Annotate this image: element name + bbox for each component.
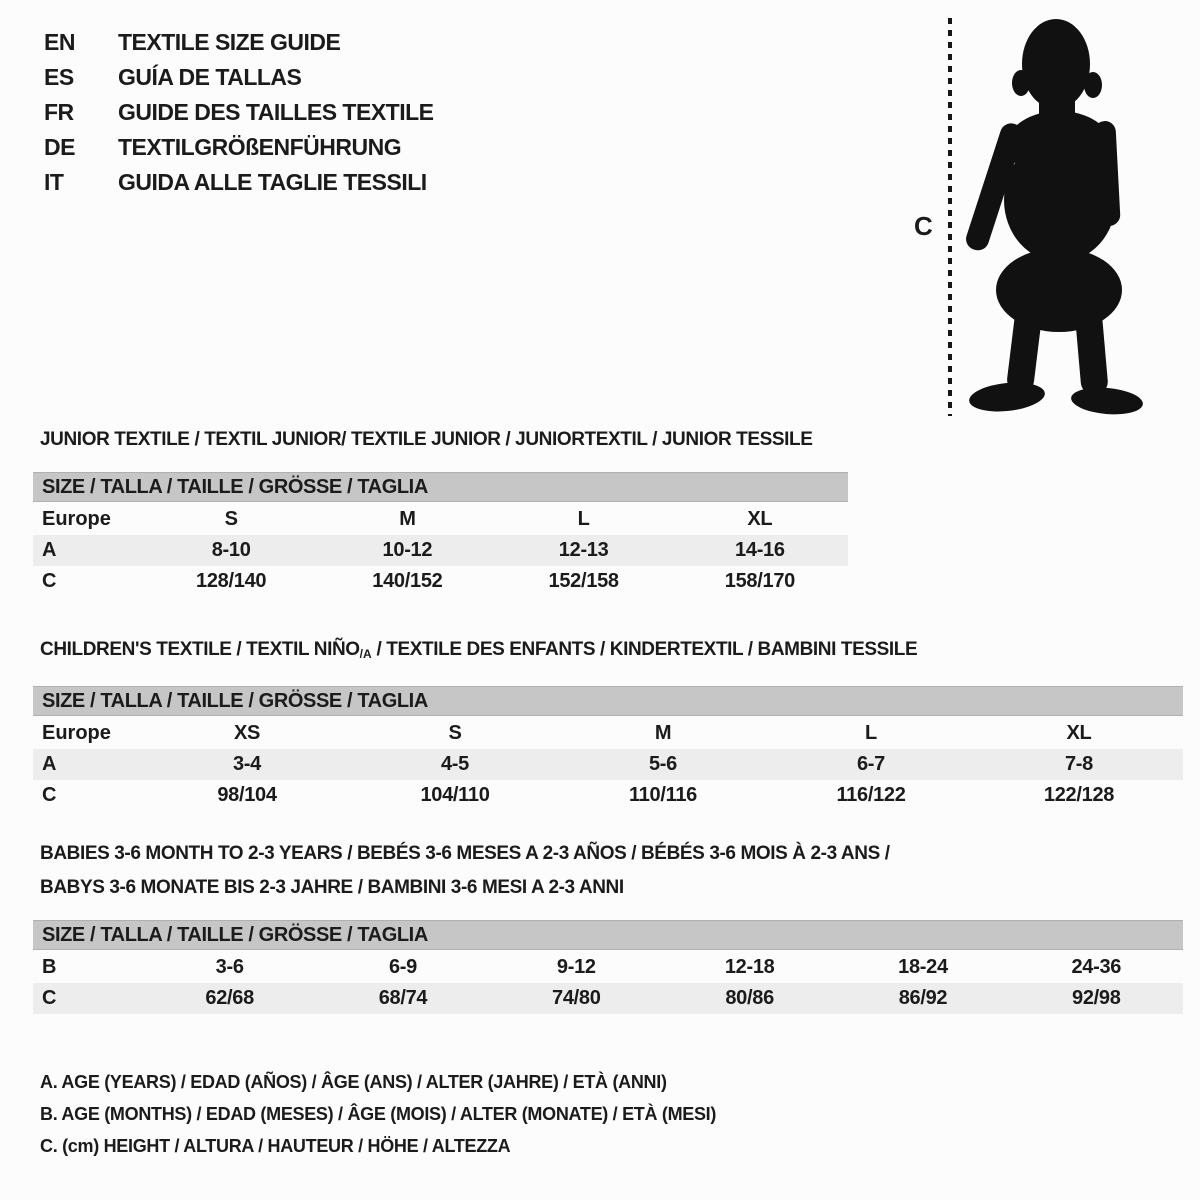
- size-header-band: SIZE / TALLA / TAILLE / GRÖSSE / TAGLIA: [33, 686, 1183, 716]
- section-title: CHILDREN'S TEXTILE / TEXTIL $NIÑO_{/A}$ / TEXTILE DES ENFANTS / KINDERTEXTIL / BAMBINI TESSILE: [40, 639, 918, 661]
- language-title: GUIDA ALLE TAGLIE TESSILI: [118, 169, 427, 195]
- size-cell: 158/170: [724, 570, 795, 592]
- section-title: JUNIOR TEXTILE / TEXTIL JUNIOR/ TEXTILE JUNIOR / JUNIORTEXTIL / JUNIOR TESSILE: [40, 429, 813, 450]
- language-title: TEXTILGRÖßENFÜHRUNG: [118, 134, 402, 160]
- row-label: C: [42, 570, 57, 592]
- size-cell: XS: [233, 722, 261, 744]
- language-title: TEXTILE SIZE GUIDE: [118, 29, 341, 55]
- language-code: FR: [44, 99, 74, 125]
- size-cell: 12-13: [558, 539, 609, 561]
- size-cell: 104/110: [420, 784, 490, 806]
- row-label: Europe: [42, 508, 111, 530]
- size-cell: 12-18: [724, 956, 775, 978]
- language-row: [44, 170, 434, 194]
- subscript-text: /A: [359, 647, 372, 661]
- row-label: B: [42, 956, 57, 978]
- language-row: [44, 100, 434, 124]
- legend-line: C. (cm) HEIGHT / ALTURA / HAUTEUR / HÖHE / ALTEZZA: [40, 1136, 511, 1156]
- height-marker-label: C: [914, 211, 933, 241]
- babies-textile-section: [33, 842, 1183, 1014]
- junior-textile-section: [33, 428, 848, 597]
- row-label: A: [42, 539, 57, 561]
- size-cell: 68/74: [378, 987, 428, 1009]
- size-cell: 18-24: [898, 956, 948, 978]
- table-row: [33, 952, 1183, 983]
- size-cell: 128/140: [196, 570, 267, 592]
- table-row: [33, 535, 848, 566]
- row-label: C: [42, 784, 57, 806]
- size-cell: XL: [1066, 722, 1092, 744]
- size-cell: L: [865, 722, 877, 744]
- toddler-silhouette-image: [955, 14, 1160, 416]
- size-cell: 3-4: [232, 753, 261, 775]
- size-cell: S: [448, 722, 462, 744]
- table-row: [33, 504, 848, 535]
- size-cell: 74/80: [552, 987, 601, 1009]
- table-row: [33, 566, 848, 597]
- table-row: [33, 749, 1183, 780]
- language-code: IT: [44, 169, 64, 195]
- childrens-textile-section: [33, 638, 1183, 811]
- size-cell: 140/152: [372, 570, 443, 592]
- size-header-band: SIZE / TALLA / TAILLE / GRÖSSE / TAGLIA: [33, 472, 848, 502]
- legend-line: A. AGE (YEARS) / EDAD (AÑOS) / ÂGE (ANS) / ALTER (JAHRE) / ETÀ (ANNI): [40, 1072, 667, 1092]
- row-label: Europe: [42, 722, 111, 744]
- size-header-band: SIZE / TALLA / TAILLE / GRÖSSE / TAGLIA: [33, 920, 1183, 950]
- size-cell: XL: [747, 508, 773, 530]
- size-cell: 80/86: [725, 987, 774, 1009]
- size-cell: 10-12: [382, 539, 433, 561]
- size-cell: 122/128: [1043, 784, 1115, 806]
- table-row: [33, 718, 1183, 749]
- size-cell: 98/104: [217, 784, 277, 806]
- section-title: BABYS 3-6 MONATE BIS 2-3 JAHRE / BAMBINI 3-6 MESI A 2-3 ANNI: [40, 877, 624, 898]
- size-cell: 86/92: [898, 987, 948, 1009]
- language-row: [44, 30, 434, 54]
- legend-block: [40, 1072, 716, 1168]
- height-measure-dashed-line: [948, 18, 952, 416]
- size-cell: L: [577, 508, 590, 530]
- language-code: DE: [44, 134, 75, 160]
- size-cell: 5-6: [648, 753, 677, 775]
- language-title-list: [44, 30, 434, 205]
- size-cell: 152/158: [548, 570, 619, 592]
- size-cell: 116/122: [836, 784, 906, 806]
- size-cell: M: [654, 722, 672, 744]
- language-code: EN: [44, 29, 75, 55]
- language-title: GUIDE DES TAILLES TEXTILE: [118, 99, 434, 125]
- size-cell: 62/68: [205, 987, 254, 1009]
- table-row: [33, 780, 1183, 811]
- table-row: [33, 983, 1183, 1014]
- language-row: [44, 135, 434, 159]
- size-cell: 8-10: [211, 539, 251, 561]
- size-cell: 9-12: [556, 956, 596, 978]
- size-cell: 14-16: [735, 539, 785, 561]
- language-row: [44, 65, 434, 89]
- size-cell: M: [399, 508, 416, 530]
- row-label: A: [42, 753, 57, 775]
- language-title: GUÍA DE TALLAS: [118, 64, 302, 90]
- language-code: ES: [44, 64, 74, 90]
- section-title: BABIES 3-6 MONTH TO 2-3 YEARS / BEBÉS 3-6 MESES A 2-3 AÑOS / BÉBÉS 3-6 MOIS À 2-3 ANS /: [40, 843, 890, 864]
- size-cell: 6-7: [856, 753, 885, 775]
- size-cell: 7-8: [1064, 753, 1093, 775]
- size-cell: 3-6: [215, 956, 244, 978]
- row-label: C: [42, 987, 57, 1009]
- size-cell: 24-36: [1071, 956, 1122, 978]
- legend-line: B. AGE (MONTHS) / EDAD (MESES) / ÂGE (MOIS) / ALTER (MONATE) / ETÀ (MESI): [40, 1104, 717, 1124]
- size-cell: 4-5: [440, 753, 469, 775]
- size-cell: 110/116: [629, 784, 697, 806]
- size-cell: S: [224, 508, 238, 530]
- size-cell: 6-9: [388, 956, 417, 978]
- size-cell: 92/98: [1072, 987, 1121, 1009]
